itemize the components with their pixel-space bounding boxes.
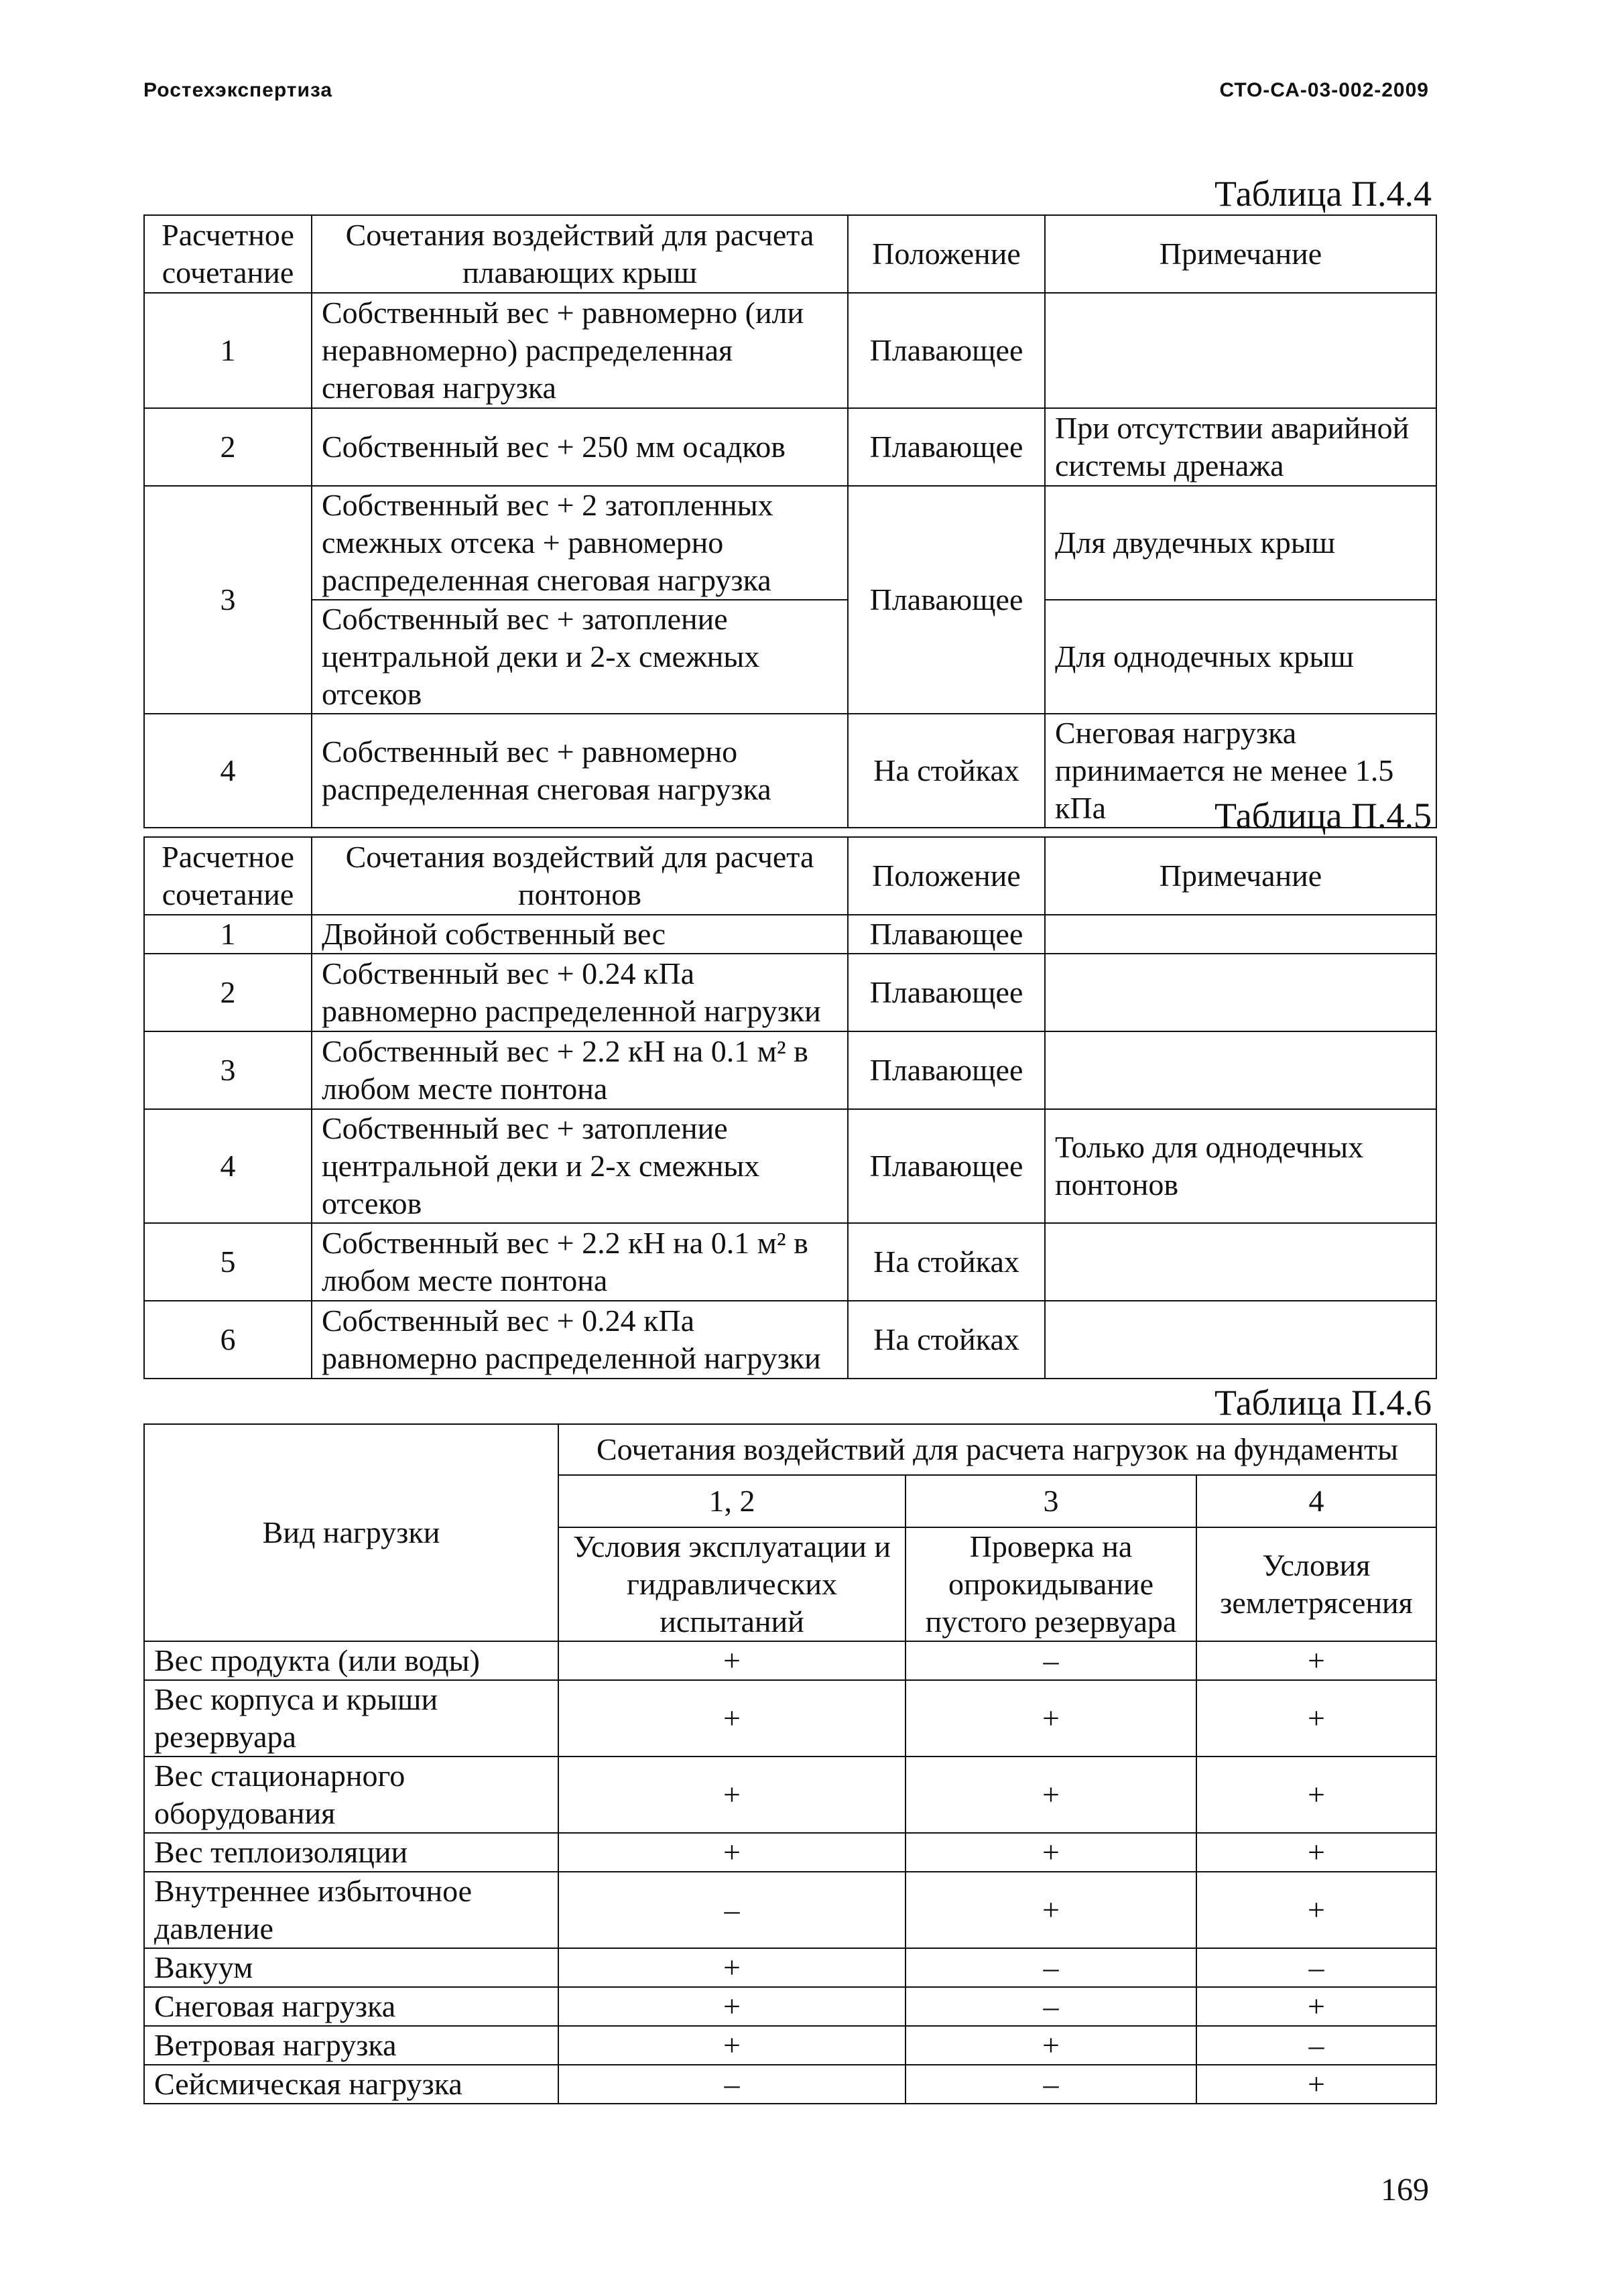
header-calc: Расчетное сочетание [144,215,312,293]
row-num: 4 [144,1109,312,1223]
row-position: Плавающее [848,1109,1045,1223]
row-num: 3 [144,486,312,714]
table-row [144,954,1436,1031]
row-value-2: – [906,1987,1196,2026]
row-value-2: + [906,1757,1196,1833]
row-num: 1 [144,915,312,954]
row-note: Снеговая нагрузка принимается не менее 1.5 кПа [1045,714,1436,828]
table-row [144,1109,1436,1223]
row-value-1: + [558,1987,906,2026]
row-note [1045,1301,1436,1379]
table44 [143,214,1437,828]
row-label: Вес теплоизоляции [144,1833,558,1872]
header-combo: Сочетания воздействий для расчета понтонов [312,837,848,915]
row-label: Внутреннее избыточное давление [144,1872,558,1948]
table-row [144,600,1436,714]
row-num: 2 [144,408,312,486]
row-combo: Собственный вес + 2.2 кН на 0.1 м² в любом месте понтона [312,1223,848,1301]
row-num: 5 [144,1223,312,1301]
row-value-3: + [1196,1987,1436,2026]
header-org: Ростехэкспертиза [143,79,333,101]
row-position: Плавающее [848,486,1045,714]
table46-caption: Таблица П.4.6 [1214,1383,1432,1423]
row-value-1: + [558,1757,906,1833]
row-label: Вес стационарного оборудования [144,1757,558,1833]
table-row [144,1031,1436,1109]
row-label: Вакуум [144,1948,558,1987]
table-row [144,1757,1436,1833]
row-value-2: – [906,1641,1196,1680]
row-note [1045,1223,1436,1301]
row-value-1: – [558,1872,906,1948]
row-combo: Собственный вес + 2.2 кН на 0.1 м² в любом месте понтона [312,1031,848,1109]
row-label: Сейсмическая нагрузка [144,2065,558,2104]
row-combo: Собственный вес + 250 мм осадков [312,408,848,486]
table45 [143,836,1437,1379]
row-combo: Собственный вес + затопление центральной деки и 2-х смежных отсеков [312,600,848,714]
table-header-row [144,837,1436,915]
row-value-2: – [906,1948,1196,1987]
header-col-2-desc: Проверка на опрокидывание пустого резервуара [906,1527,1196,1641]
row-position: На стойках [848,714,1045,828]
row-value-1: + [558,1680,906,1757]
row-value-2: + [906,1680,1196,1757]
row-combo: Собственный вес + равномерно (или неравномерно) распределенная снеговая нагрузка [312,293,848,408]
row-position: Плавающее [848,1031,1045,1109]
row-num: 4 [144,714,312,828]
row-value-3: + [1196,2065,1436,2104]
row-position: На стойках [848,1301,1045,1379]
row-num: 1 [144,293,312,408]
header-col-1-desc: Условия эксплуатации и гидравлических испытаний [558,1527,906,1641]
row-combo: Двойной собственный вес [312,915,848,954]
row-note: Для двудечных крыш [1045,486,1436,600]
row-num: 6 [144,1301,312,1379]
row-label: Ветровая нагрузка [144,2026,558,2065]
row-position: Плавающее [848,954,1045,1031]
table-row [144,2065,1436,2104]
table-row [144,408,1436,486]
row-value-1: + [558,1948,906,1987]
header-group: Сочетания воздействий для расчета нагрузок на фундаменты [558,1424,1436,1475]
row-value-3: + [1196,1872,1436,1948]
row-num: 3 [144,1031,312,1109]
table-row [144,1987,1436,2026]
table-row [144,1833,1436,1872]
table44-caption: Таблица П.4.4 [1214,174,1432,214]
table-row [144,1680,1436,1757]
row-value-3: + [1196,1833,1436,1872]
header-calc: Расчетное сочетание [144,837,312,915]
row-value-3: – [1196,2026,1436,2065]
table-row [144,1872,1436,1948]
header-col-2: 3 [906,1475,1196,1527]
row-value-1: – [558,2065,906,2104]
row-position: На стойках [848,1223,1045,1301]
page-number: 169 [1381,2172,1429,2208]
header-note: Примечание [1045,837,1436,915]
table-row [144,915,1436,954]
row-label: Снеговая нагрузка [144,1987,558,2026]
row-note [1045,954,1436,1031]
row-value-3: + [1196,1757,1436,1833]
row-note: При отсутствии аварийной системы дренажа [1045,408,1436,486]
row-value-1: + [558,2026,906,2065]
header-doc-code: СТО-СА-03-002-2009 [1219,79,1429,101]
row-note [1045,1031,1436,1109]
header-col-3: 4 [1196,1475,1436,1527]
row-combo: Собственный вес + затопление центральной деки и 2-х смежных отсеков [312,1109,848,1223]
header-col-3-desc: Условия землетрясения [1196,1527,1436,1641]
row-value-2: – [906,2065,1196,2104]
table-header-row [144,1424,1436,1475]
row-num: 2 [144,954,312,1031]
table-row [144,1223,1436,1301]
row-value-3: – [1196,1948,1436,1987]
header-position: Положение [848,215,1045,293]
table45-caption: Таблица П.4.5 [1214,795,1432,836]
row-position: Плавающее [848,408,1045,486]
header-load-type: Вид нагрузки [144,1424,558,1641]
header-combo: Сочетания воздействий для расчета плавающих крыш [312,215,848,293]
row-position: Плавающее [848,915,1045,954]
table46 [143,1423,1437,2104]
row-note [1045,915,1436,954]
row-position: Плавающее [848,293,1045,408]
table-row [144,1948,1436,1987]
table-row [144,1641,1436,1680]
row-note [1045,293,1436,408]
row-value-2: + [906,1833,1196,1872]
row-combo: Собственный вес + 0.24 кПа равномерно распределенной нагрузки [312,954,848,1031]
row-value-1: + [558,1833,906,1872]
row-value-3: + [1196,1641,1436,1680]
table-header-row [144,215,1436,293]
row-note: Только для однодечных понтонов [1045,1109,1436,1223]
header-note: Примечание [1045,215,1436,293]
row-label: Вес корпуса и крыши резервуара [144,1680,558,1757]
row-value-3: + [1196,1680,1436,1757]
header-col-1: 1, 2 [558,1475,906,1527]
table-row [144,2026,1436,2065]
row-note: Для однодечных крыш [1045,600,1436,714]
header-position: Положение [848,837,1045,915]
row-value-2: + [906,2026,1196,2065]
row-value-1: + [558,1641,906,1680]
row-value-2: + [906,1872,1196,1948]
row-label: Вес продукта (или воды) [144,1641,558,1680]
row-combo: Собственный вес + 2 затопленных смежных отсека + равномерно распределенная снеговая нагрузка [312,486,848,600]
row-combo: Собственный вес + 0.24 кПа равномерно распределенной нагрузки [312,1301,848,1379]
table-row [144,293,1436,408]
row-combo: Собственный вес + равномерно распределенная снеговая нагрузка [312,714,848,828]
table-row [144,1301,1436,1379]
table-row [144,486,1436,600]
